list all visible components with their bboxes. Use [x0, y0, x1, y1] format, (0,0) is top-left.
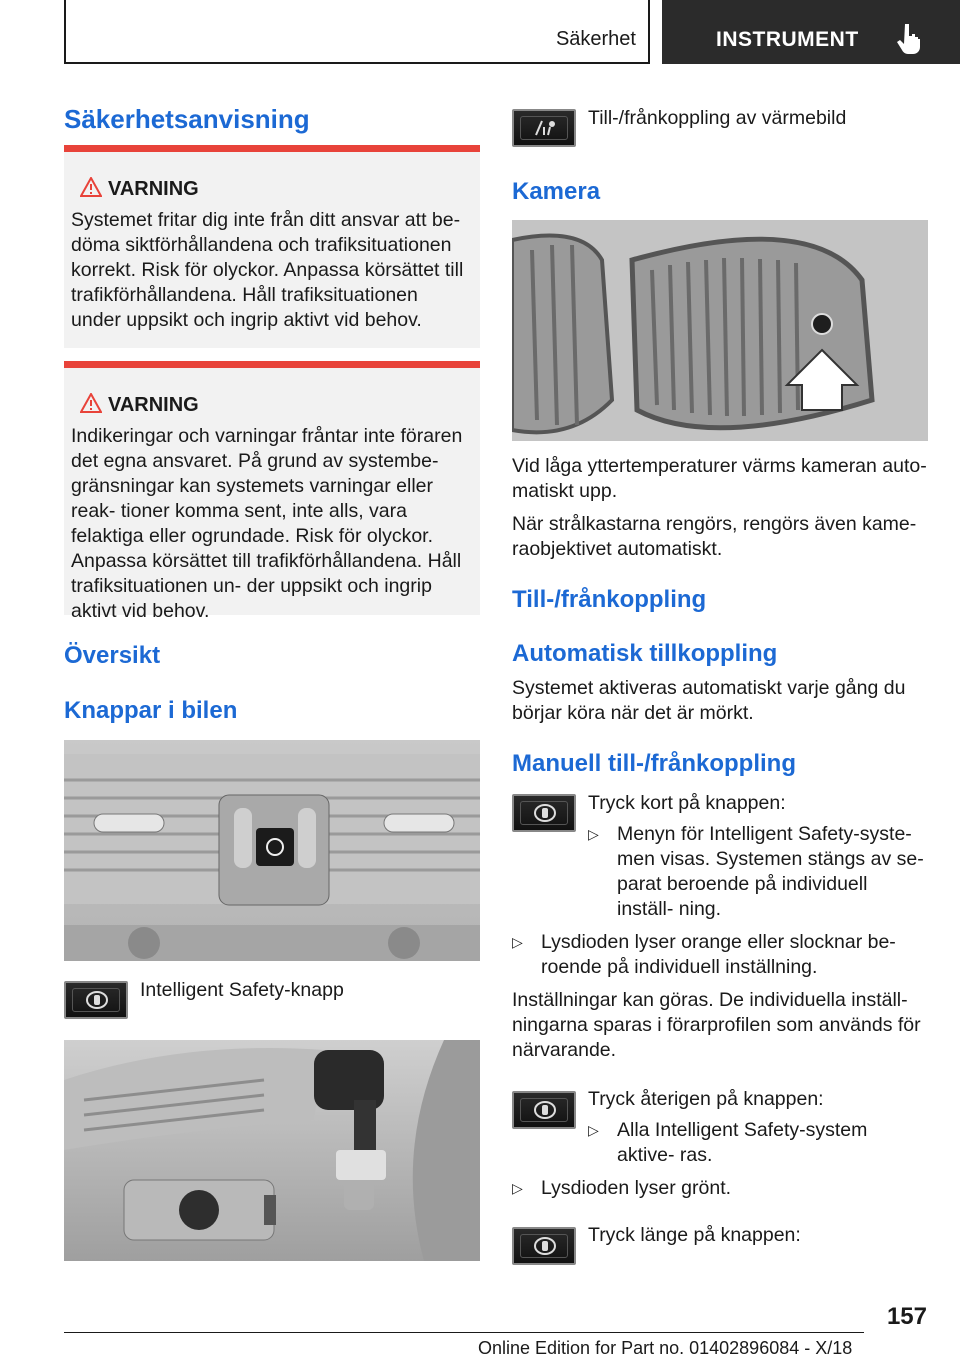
safety-symbol-icon — [534, 1101, 556, 1119]
on-off-heading: Till-/frånkoppling — [512, 586, 707, 613]
press-short-text: Tryck kort på knappen: — [588, 792, 786, 814]
chapter-tab[interactable] — [662, 0, 960, 64]
thermal-caption: Till-/frånkoppling av värmebild — [588, 107, 847, 129]
bullet-item: Lysdioden lyser orange eller slocknar be‐ roende på individuell inställning. — [541, 931, 896, 978]
warning-box-2 — [64, 361, 480, 622]
camera-paragraph-1: Vid låga yttertemperaturer värms kameran auto‐ matiskt upp. — [512, 455, 927, 502]
camera-heading: Kamera — [512, 178, 601, 205]
camera-paragraph-2: När strålkastarna rengörs, rengörs även kame‐ raobjektivet automatiskt. — [512, 513, 917, 560]
bullet-triangle-icon: ▷ — [588, 1122, 599, 1138]
press-long-text: Tryck länge på knappen: — [588, 1224, 801, 1246]
bullet-item: Menyn för Intelligent Safety-syste‐ men visas. Systemen stängs av se‐ parat beroende på individuell inställ‐ ning. — [617, 823, 924, 920]
camera-photo — [512, 220, 928, 441]
bullet-item: Lysdioden lyser grönt. — [541, 1177, 732, 1199]
footer-edition: Online Edition for Part no. 01402896084 - X/18 — [478, 1338, 853, 1358]
buttons-heading: Knappar i bilen — [64, 697, 238, 724]
dashboard-illustration — [64, 740, 480, 961]
section-title: Säkerhet — [555, 28, 636, 50]
intelligent-safety-button-icon — [512, 1091, 576, 1129]
warning-triangle-icon — [80, 393, 102, 413]
button-caption: Intelligent Safety-knapp — [140, 979, 344, 1001]
bullet-triangle-icon: ▷ — [588, 826, 599, 842]
manual-heading: Manuell till-/frånkoppling — [512, 750, 796, 777]
auto-on-heading: Automatisk tillkoppling — [512, 640, 778, 667]
kidney-grille-illustration — [512, 220, 928, 441]
bullet-item: Alla Intelligent Safety-system aktive‐ ras. — [617, 1119, 868, 1166]
bullet-triangle-icon: ▷ — [512, 1180, 523, 1196]
bullet-triangle-icon: ▷ — [512, 934, 523, 950]
overview-heading: Översikt — [64, 642, 161, 669]
intelligent-safety-button-icon — [512, 1227, 576, 1265]
warning-label: VARNING — [108, 178, 199, 200]
steering-column-photo — [64, 1040, 480, 1261]
steering-illustration — [64, 1040, 480, 1261]
warning-text: Indikeringar och varningar fråntar inte föraren det egna ansvaret. På grund av systembe‐ gränsningar kan systemets varningar eller reak‐ tioner komma sent, inte alls, vara felaktiga eller ogrundade. Risk för olyckor. Anpassa körsättet till trafikförhållandena. Håll trafiksituationen un‐ der uppsikt och ingrip aktivt vid behov. — [71, 425, 463, 622]
warning-label: VARNING — [108, 394, 199, 416]
warning-text: Systemet fritar dig inte från ditt ansvar att be‐ döma siktförhållandena och trafiksituationen korrekt. Risk för olyckor. Anpassa körsättet till trafikförhållandena. Håll trafiksituationen under uppsikt och ingrip aktivt vid behov. — [71, 209, 464, 331]
warning-box-1 — [64, 145, 480, 348]
pointing-hand-icon — [894, 22, 922, 54]
press-again-text: Tryck återigen på knappen: — [588, 1088, 824, 1110]
warning-triangle-icon — [80, 177, 102, 197]
dashboard-photo — [64, 740, 480, 961]
intelligent-safety-button-icon — [512, 794, 576, 832]
safety-title: Säkerhetsanvisning — [64, 104, 310, 134]
safety-symbol-icon — [534, 804, 556, 822]
night-vision-icon — [532, 118, 558, 138]
page-number: 157 — [886, 1303, 927, 1330]
safety-symbol-icon — [86, 991, 108, 1009]
safety-symbol-icon — [534, 1237, 556, 1255]
settings-text: Inställningar kan göras. De individuella inställ‐ ningarna sparas i förarprofilen som används för närvarande. — [512, 989, 921, 1061]
intelligent-safety-button-icon — [64, 981, 128, 1019]
footer-divider — [64, 1332, 864, 1333]
chapter-tab-label: INSTRUMENT — [716, 28, 859, 51]
thermal-image-button-icon — [512, 109, 576, 147]
auto-on-text: Systemet aktiveras automatiskt varje gång du börjar köra när det är mörkt. — [512, 677, 906, 724]
